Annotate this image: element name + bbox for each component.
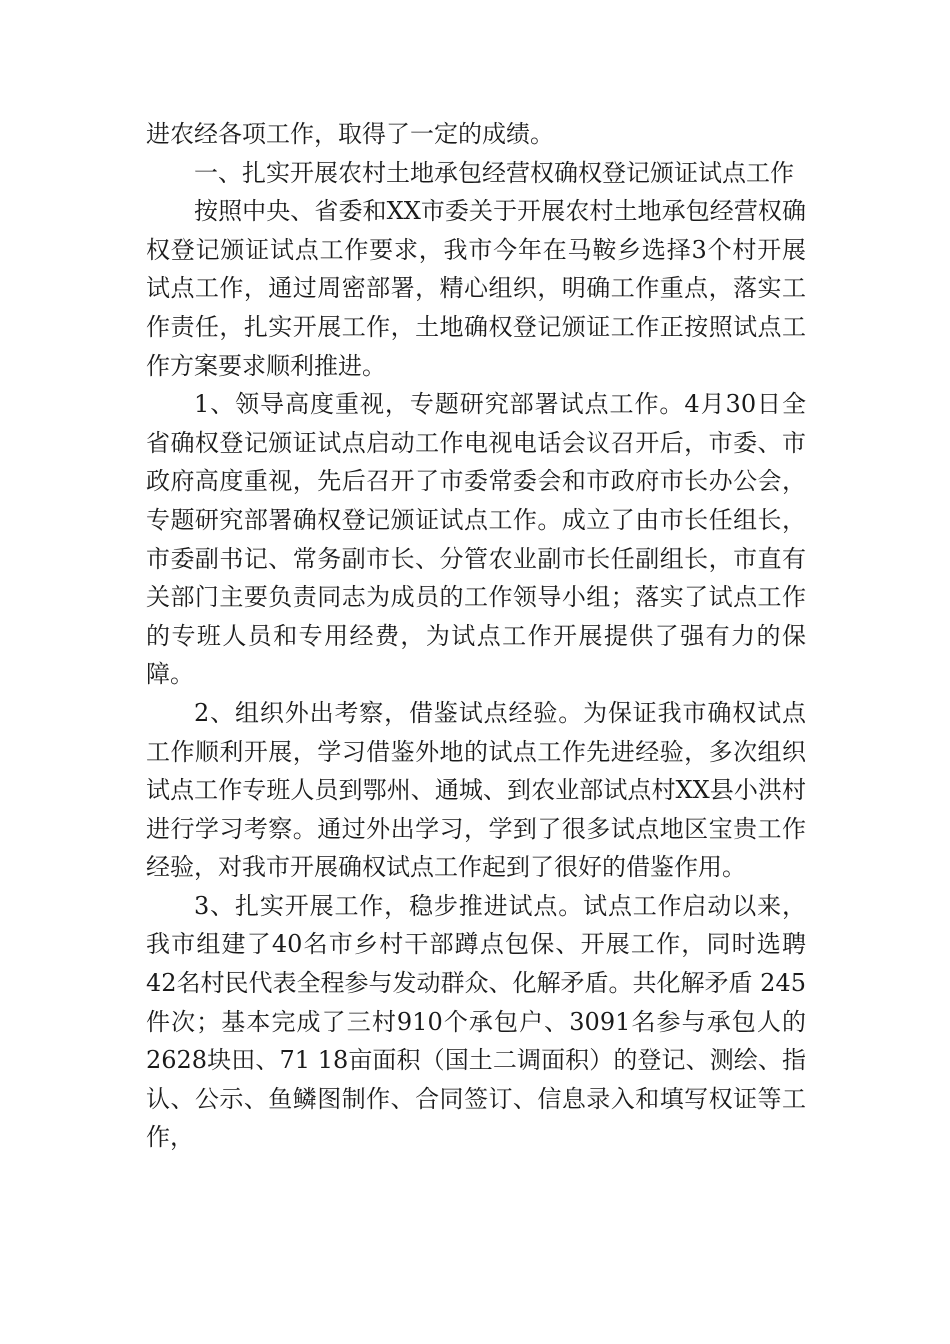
paragraph-item-2: 2、组织外出考察，借鉴试点经验。为保证我市确权试点工作顺利开展，学习借鉴外地的试点工作先进经验，多次组织试点工作专班人员到鄂州、通城、到农业部试点村XX县小洪村进行学习考察。通过外出学习，学到了很多试点地区宝贵工作经验，对我市开展确权试点工作起到了很好的借鉴作用。 (146, 698, 806, 882)
paragraph-item-3: 3、扎实开展工作，稳步推进试点。试点工作启动以来，我市组建了40名市乡村干部蹲点包保、开展工作，同时选聘42名村民代表全程参与发动群众、化解矛盾。共化解矛盾 245件次；基本完成了三村910个承包户、3091名参与承包人的2628块田、71 18亩面积（国土二调面积）的登记、测绘、指认、公示、鱼鳞图制作、合同签订、信息录入和填写权证等工作， (146, 891, 806, 1152)
document-body (146, 115, 806, 1157)
paragraph-intro: 按照中央、省委和XX市委关于开展农村土地承包经营权确权登记颁证试点工作要求，我市今年在马鞍乡选择3个村开展试点工作，通过周密部署，精心组织，明确工作重点，落实工作责任，扎实开展工作，土地确权登记颁证工作正按照试点工作方案要求顺利推进。 (146, 197, 806, 380)
paragraph-item-1: 1、领导高度重视，专题研究部署试点工作。4月30日全省确权登记颁证试点启动工作电视电话会议召开后，市委、市政府高度重视，先后召开了市委常委会和市政府市长办公会，专题研究部署确权登记颁证试点工作。成立了由市长任组长，市委副书记、常务副市长、分管农业副市长任副组长，市直有关部门主要负责同志为成员的工作领导小组；落实了试点工作的专班人员和专用经费，为试点工作开展提供了强有力的保障。 (146, 390, 806, 689)
paragraph-continuation: 进农经各项工作，取得了一定的成绩。 (146, 120, 554, 148)
section-heading: 一、扎实开展农村土地承包经营权确权登记颁证试点工作 (194, 158, 794, 187)
